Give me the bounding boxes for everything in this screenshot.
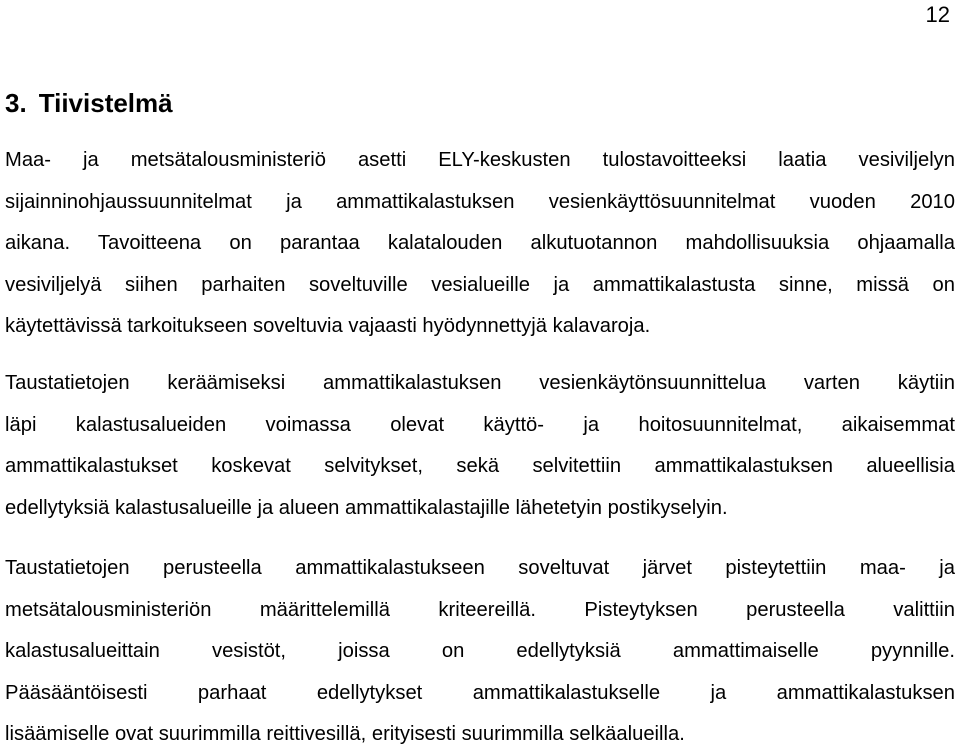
- paragraph-line: edellytyksiä kalastusalueille ja alueen ammattikalastajille lähetetyin postikyselyin.: [5, 496, 728, 519]
- paragraph-line: kalastusalueittain vesistöt, joissa on edellytyksiä ammattimaiselle pyynnille.: [5, 640, 955, 662]
- paragraph-line: käytettävissä tarkoitukseen soveltuvia vajaasti hyödynnettyjä kalavaroja.: [5, 315, 651, 337]
- paragraph-line: vesiviljelyä siihen parhaiten soveltuville vesialueille ja ammattikalastusta sinne, missä on: [5, 273, 955, 296]
- paragraph-line: sijainninohjaussuunnitelmat ja ammattikalastuksen vesienkäyttösuunnitelmat vuoden 2010: [5, 190, 955, 213]
- paragraph-3: [5, 548, 955, 756]
- paragraph-line: läpi kalastusalueiden voimassa olevat käyttö- ja hoitosuunnitelmat, aikaisemmat: [5, 413, 955, 436]
- paragraph-line: aikana. Tavoitteena on parantaa kalatalouden alkutuotannon mahdollisuuksia ohjaamalla: [5, 232, 955, 254]
- paragraph-1: [5, 140, 955, 348]
- paragraph-2: [5, 363, 955, 529]
- paragraph-line: metsätalousministeriön määrittelemillä kriteereillä. Pisteytyksen perusteella valittiin: [5, 598, 955, 621]
- paragraph-line: Pääsääntöisesti parhaat edellytykset ammattikalastukselle ja ammattikalastuksen: [5, 681, 955, 704]
- section-title: Tiivistelmä: [38, 88, 173, 118]
- section-heading: [5, 87, 173, 119]
- paragraph-line: Taustatietojen keräämiseksi ammattikalastuksen vesienkäytönsuunnittelua varten käytiin: [5, 372, 955, 394]
- paragraph-line: ammattikalastukset koskevat selvitykset, sekä selvitettiin ammattikalastuksen alueellisia: [5, 455, 955, 477]
- section-number: 3.: [5, 88, 27, 118]
- page-number: 12: [925, 2, 950, 27]
- paragraph-line: Taustatietojen perusteella ammattikalastukseen soveltuvat järvet pisteytettiin maa- ja: [5, 557, 955, 579]
- paragraph-line: lisäämiselle ovat suurimmilla reittivesillä, erityisesti suurimmilla selkäalueilla.: [5, 723, 685, 745]
- paragraph-line: Maa- ja metsätalousministeriö asetti ELY-keskusten tulostavoitteeksi laatia vesiviljelyn: [5, 149, 955, 171]
